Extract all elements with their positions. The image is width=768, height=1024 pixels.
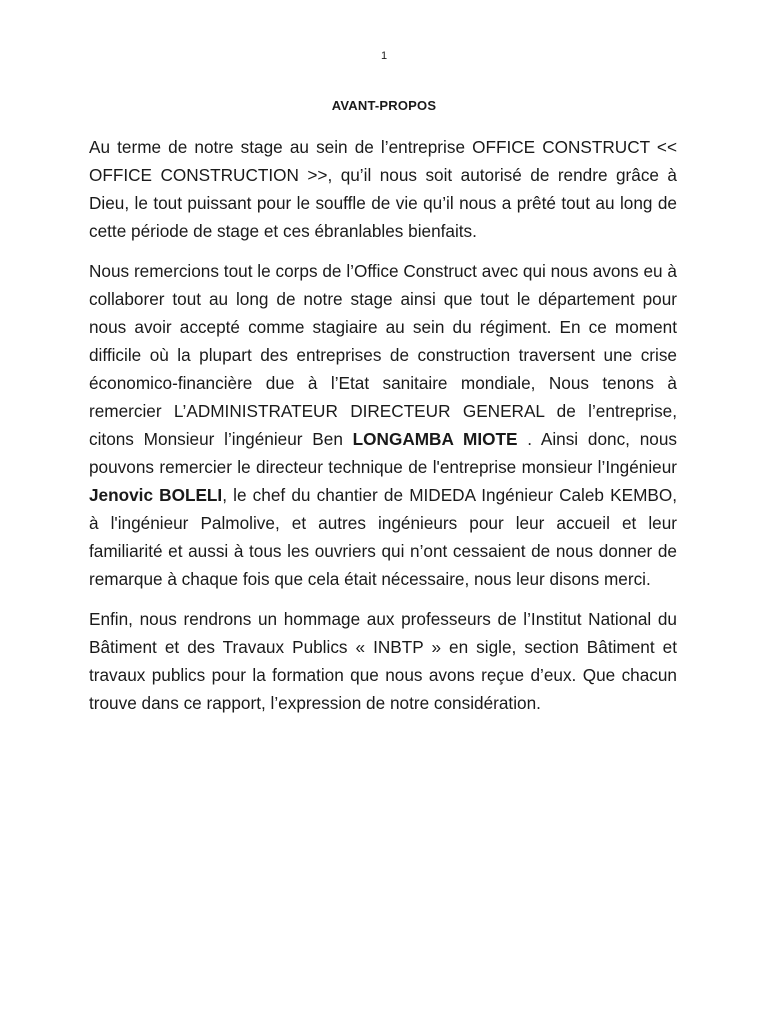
- paragraph-closing: Enfin, nous rendrons un hommage aux professeurs de l’Institut National du Bâtiment et des Travaux Publics « INBTP » en sigle, section Bâtiment et travaux publics pour la formation que nous avons reçue d’eux. Que chacun trouve dans ce rapport, l’expression de notre considération.: [89, 609, 677, 713]
- bold-name-boleli: Jenovic BOLELI: [89, 485, 223, 505]
- paragraph-thanks: [89, 257, 677, 593]
- page-number: 1: [380, 50, 388, 62]
- paragraph-thanks-part-1: Nous remercions tout le corps de l’Office Construct avec qui nous avons eu à collaborer tout au long de notre stage ainsi que tout le département pour nous avoir accepté comme stagiaire au sein du régiment. En ce moment difficile où la plupart des entreprises de construction traversent une crise économico-financière due à l’Etat sanitaire mondiale, Nous tenons à remercier L’ADMINISTRATEUR DIRECTEUR GENERAL de l’entreprise, citons Monsieur l’ingénieur Ben: [89, 261, 677, 449]
- paragraph-thanks-part-3: , le chef du chantier de MIDEDA Ingénieur Caleb KEMBO, à l'ingénieur Palmolive, et autres ingénieurs pour leur accueil et leur familiarité et aussi à tous les ouvriers qui n’ont cessaient de nous donner de remarque à chaque fois que cela était nécessaire, nous leur disons merci.: [89, 485, 678, 589]
- paragraph-intro: Au terme de notre stage au sein de l’entreprise OFFICE CONSTRUCT << OFFICE CONSTRUCTION >>, qu’il nous soit autorisé de rendre grâce à Dieu, le tout puissant pour le souffle de vie qu’il nous a prêté tout au long de cette période de stage et ces ébranlables bienfaits.: [89, 137, 677, 241]
- page-title: AVANT-PROPOS: [331, 98, 437, 113]
- document-body: [89, 133, 677, 729]
- bold-name-longamba: LONGAMBA MIOTE: [352, 429, 518, 449]
- paragraph-thanks-part-2: . Ainsi donc, nous pouvons remercier le directeur technique de l'entreprise monsieur l’Ingénieur: [89, 429, 677, 477]
